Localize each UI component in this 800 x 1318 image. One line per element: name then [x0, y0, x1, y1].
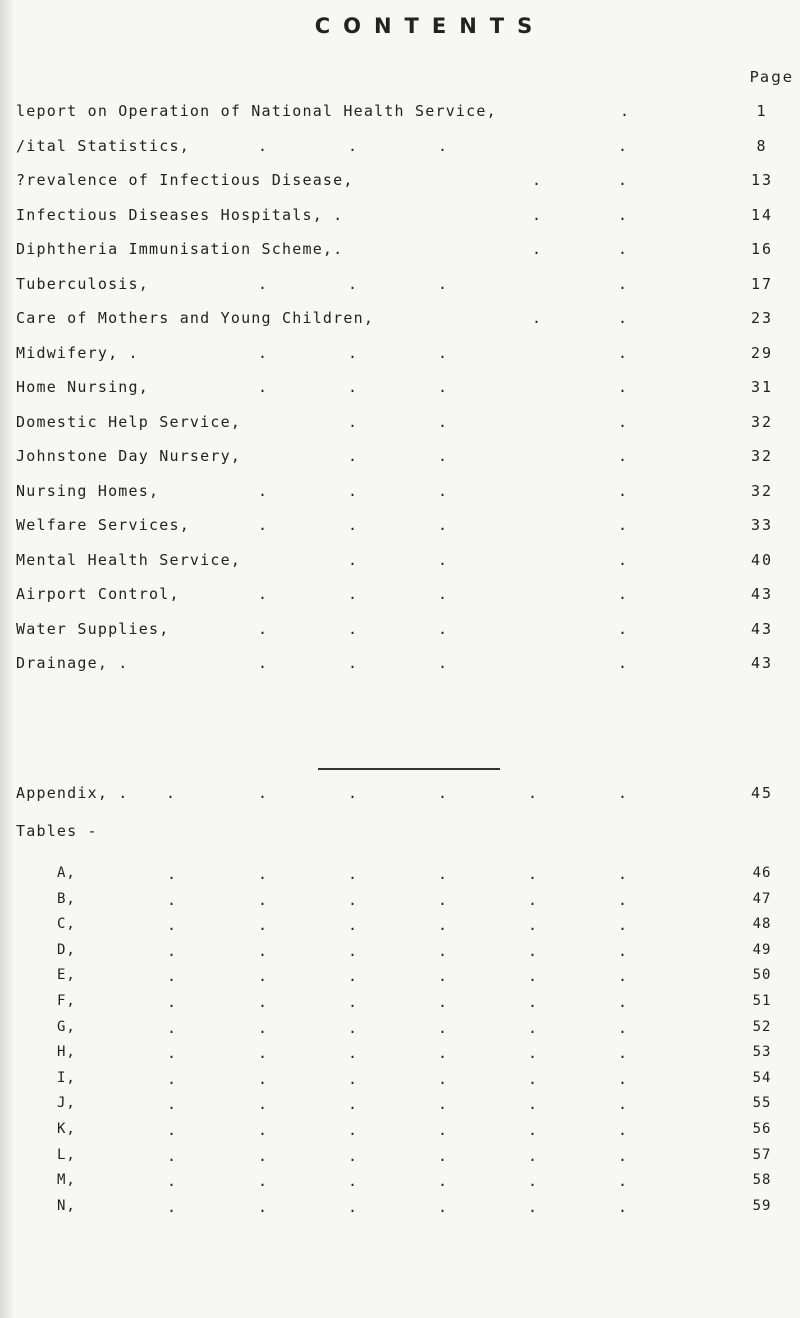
leader-dot: .	[348, 274, 358, 293]
contents-entry	[0, 171, 800, 193]
entry-page-number: 8	[756, 136, 768, 155]
leader-dot: .	[618, 412, 628, 431]
leader-dot: .	[528, 916, 538, 935]
table-page-number: 48	[752, 916, 772, 933]
leader-dot: .	[438, 516, 448, 534]
leader-dot: .	[438, 1095, 448, 1114]
entry-page-number: 31	[750, 378, 774, 396]
table-page-number: 49	[752, 941, 772, 958]
leader-dot: .	[438, 941, 448, 960]
entry-title: Midwifery, .	[16, 343, 139, 362]
leader-dot: .	[167, 1069, 177, 1088]
entry-title: Infectious Diseases Hospitals, .	[16, 205, 344, 224]
leader-dot: .	[618, 941, 628, 960]
page-title: CONTENTS	[314, 14, 546, 38]
contents-entry	[0, 447, 800, 469]
table-entry	[0, 891, 800, 913]
leader-dot: .	[528, 1121, 538, 1139]
leader-dot: .	[348, 1095, 358, 1114]
entry-title: Home Nursing,	[16, 378, 149, 396]
entry-page-number: 16	[750, 240, 774, 258]
leader-dot: .	[258, 343, 268, 362]
leader-dot: .	[618, 550, 628, 569]
leader-dot: .	[348, 550, 358, 569]
leader-dot: .	[258, 890, 268, 909]
table-letter: B,	[57, 890, 76, 907]
contents-entry	[0, 516, 800, 538]
leader-dot: .	[348, 1172, 358, 1191]
leader-dot: .	[167, 967, 177, 986]
leader-dot: .	[258, 1044, 268, 1063]
leader-dot: .	[528, 1044, 538, 1063]
leader-dot: .	[348, 1146, 358, 1165]
leader-dot: .	[618, 343, 628, 362]
table-page-number: 51	[752, 993, 772, 1009]
table-page-number: 58	[752, 1172, 772, 1189]
section-divider	[318, 768, 500, 770]
leader-dot: .	[438, 412, 448, 431]
entry-title: Mental Health Service,	[16, 550, 242, 569]
leader-dot: .	[618, 993, 628, 1011]
leader-dot: .	[348, 412, 358, 431]
leader-dot: .	[167, 916, 177, 935]
appendix-title: Appendix, .	[16, 784, 129, 802]
leader-dot: .	[348, 1069, 358, 1088]
table-letter: C,	[57, 916, 76, 933]
leader-dot: .	[258, 654, 268, 672]
leader-dot: .	[348, 1197, 358, 1216]
leader-dot: .	[348, 967, 358, 986]
leader-dot: .	[528, 865, 538, 883]
leader-dot: .	[258, 516, 268, 534]
leader-dot: .	[528, 784, 538, 802]
contents-entry	[0, 344, 800, 366]
entry-title: Water Supplies,	[16, 619, 170, 638]
leader-dot: .	[348, 136, 358, 155]
leader-dot: .	[532, 205, 542, 224]
leader-dot: .	[438, 916, 448, 935]
leader-dot: .	[258, 967, 268, 986]
leader-dot: .	[258, 136, 268, 155]
leader-dot: .	[438, 865, 448, 883]
leader-dot: .	[258, 378, 268, 396]
table-entry	[0, 916, 800, 938]
leader-dot: .	[618, 378, 628, 396]
leader-dot: .	[618, 240, 628, 258]
table-entry	[0, 1147, 800, 1169]
table-letter: L,	[57, 1146, 76, 1163]
leader-dot: .	[438, 343, 448, 362]
leader-dot: .	[348, 1018, 358, 1037]
entry-title: Johnstone Day Nursery,	[16, 447, 242, 465]
leader-dot: .	[258, 1146, 268, 1165]
leader-dot: .	[618, 865, 628, 883]
leader-dot: .	[167, 1018, 177, 1037]
table-letter: A,	[57, 865, 76, 881]
appendix-page-number: 45	[750, 784, 774, 802]
table-page-number: 47	[752, 890, 772, 907]
table-entry	[0, 1044, 800, 1066]
leader-dot: .	[258, 619, 268, 638]
leader-dot: .	[618, 619, 628, 638]
entry-title: leport on Operation of National Health Service,	[16, 102, 497, 120]
entry-page-number: 17	[750, 274, 774, 293]
table-page-number: 56	[752, 1121, 772, 1137]
leader-dot: .	[348, 378, 358, 396]
entry-page-number: 13	[750, 171, 774, 189]
table-letter: I,	[57, 1069, 76, 1086]
table-entry	[0, 942, 800, 964]
leader-dot: .	[528, 941, 538, 960]
leader-dot: .	[528, 993, 538, 1011]
table-entry	[0, 1095, 800, 1117]
table-page-number: 55	[752, 1095, 772, 1112]
leader-dot: .	[528, 1146, 538, 1165]
table-letter: D,	[57, 941, 76, 958]
leader-dot: .	[438, 585, 448, 603]
entry-page-number: 32	[750, 481, 774, 500]
leader-dot: .	[438, 1018, 448, 1037]
leader-dot: .	[618, 309, 628, 327]
leader-dot: .	[618, 654, 628, 672]
entry-title: Airport Control,	[16, 585, 180, 603]
table-letter: K,	[57, 1121, 76, 1137]
table-page-number: 57	[752, 1146, 772, 1163]
leader-dot: .	[348, 865, 358, 883]
contents-entry	[0, 206, 800, 228]
table-page-number: 54	[752, 1069, 772, 1086]
leader-dot: .	[618, 1146, 628, 1165]
entry-page-number: 29	[750, 343, 774, 362]
leader-dot: .	[166, 784, 176, 802]
leader-dot: .	[258, 784, 268, 802]
leader-dot: .	[348, 516, 358, 534]
leader-dot: .	[167, 1095, 177, 1114]
entry-page-number: 40	[750, 550, 774, 569]
contents-entry	[0, 275, 800, 297]
entry-page-number: 33	[750, 516, 774, 534]
leader-dot: .	[618, 171, 628, 189]
leader-dot: .	[438, 890, 448, 909]
entry-page-number: 14	[750, 205, 774, 224]
entry-title: Domestic Help Service,	[16, 412, 242, 431]
leader-dot: .	[348, 784, 358, 802]
leader-dot: .	[258, 865, 268, 883]
table-entry	[0, 993, 800, 1015]
leader-dot: .	[618, 1018, 628, 1037]
leader-dot: .	[167, 1197, 177, 1216]
leader-dot: .	[528, 1172, 538, 1191]
contents-entry	[0, 551, 800, 573]
leader-dot: .	[258, 1121, 268, 1139]
table-entry	[0, 967, 800, 989]
table-page-number: 53	[752, 1044, 772, 1061]
table-page-number: 50	[752, 967, 772, 984]
table-entry	[0, 1019, 800, 1041]
contents-entry	[0, 378, 800, 400]
leader-dot: .	[167, 1146, 177, 1165]
entry-title: Diphtheria Immunisation Scheme,.	[16, 240, 344, 258]
table-letter: E,	[57, 967, 76, 984]
contents-entry	[0, 240, 800, 262]
contents-entry	[0, 102, 800, 124]
entry-page-number: 43	[750, 619, 774, 638]
leader-dot: .	[528, 890, 538, 909]
table-letter: N,	[57, 1197, 76, 1214]
table-entry	[0, 1172, 800, 1194]
leader-dot: .	[438, 619, 448, 638]
leader-dot: .	[348, 1121, 358, 1139]
leader-dot: .	[438, 1069, 448, 1088]
leader-dot: .	[167, 1044, 177, 1063]
leader-dot: .	[618, 1095, 628, 1114]
leader-dot: .	[618, 784, 628, 802]
entry-page-number: 32	[750, 447, 774, 465]
table-page-number: 46	[752, 865, 772, 881]
table-letter: F,	[57, 993, 76, 1009]
leader-dot: .	[348, 619, 358, 638]
leader-dot: .	[532, 171, 542, 189]
entry-title: Drainage, .	[16, 654, 129, 672]
entry-title: /ital Statistics,	[16, 136, 190, 155]
leader-dot: .	[348, 654, 358, 672]
leader-dot: .	[620, 102, 630, 120]
table-entry	[0, 1121, 800, 1143]
leader-dot: .	[618, 274, 628, 293]
leader-dot: .	[438, 1044, 448, 1063]
leader-dot: .	[258, 1197, 268, 1216]
table-letter: M,	[57, 1172, 76, 1189]
leader-dot: .	[528, 1069, 538, 1088]
table-entry	[0, 1198, 800, 1220]
tables-heading: Tables -	[16, 822, 98, 840]
contents-entry	[0, 137, 800, 159]
leader-dot: .	[618, 1197, 628, 1216]
leader-dot: .	[258, 993, 268, 1011]
contents-entry	[0, 784, 800, 806]
leader-dot: .	[618, 205, 628, 224]
leader-dot: .	[348, 941, 358, 960]
entry-title: Welfare Services,	[16, 516, 190, 534]
leader-dot: .	[348, 916, 358, 935]
entry-title: Nursing Homes,	[16, 481, 160, 500]
leader-dot: .	[438, 1121, 448, 1139]
leader-dot: .	[167, 890, 177, 909]
contents-entry	[0, 585, 800, 607]
leader-dot: .	[438, 993, 448, 1011]
leader-dot: .	[618, 1121, 628, 1139]
leader-dot: .	[348, 993, 358, 1011]
leader-dot: .	[348, 343, 358, 362]
leader-dot: .	[258, 1018, 268, 1037]
leader-dot: .	[618, 1172, 628, 1191]
leader-dot: .	[438, 1197, 448, 1216]
table-letter: H,	[57, 1044, 76, 1061]
leader-dot: .	[167, 1172, 177, 1191]
page-column-header: Page	[749, 68, 794, 86]
leader-dot: .	[258, 1095, 268, 1114]
leader-dot: .	[438, 967, 448, 986]
entry-page-number: 43	[750, 654, 774, 672]
leader-dot: .	[348, 890, 358, 909]
leader-dot: .	[258, 274, 268, 293]
table-letter: J,	[57, 1095, 76, 1112]
leader-dot: .	[438, 1172, 448, 1191]
table-entry	[0, 1070, 800, 1092]
leader-dot: .	[167, 1121, 177, 1139]
leader-dot: .	[528, 967, 538, 986]
entry-page-number: 43	[750, 585, 774, 603]
leader-dot: .	[348, 481, 358, 500]
entry-page-number: 32	[750, 412, 774, 431]
leader-dot: .	[528, 1095, 538, 1114]
leader-dot: .	[258, 1172, 268, 1191]
leader-dot: .	[618, 1069, 628, 1088]
leader-dot: .	[438, 784, 448, 802]
entry-title: Care of Mothers and Young Children,	[16, 309, 375, 327]
leader-dot: .	[167, 865, 177, 883]
leader-dot: .	[258, 1069, 268, 1088]
entry-page-number: 1	[756, 102, 768, 120]
contents-entry	[0, 482, 800, 504]
leader-dot: .	[618, 890, 628, 909]
leader-dot: .	[528, 1197, 538, 1216]
contents-entry	[0, 309, 800, 331]
leader-dot: .	[167, 941, 177, 960]
leader-dot: .	[438, 447, 448, 465]
contents-entry	[0, 654, 800, 676]
leader-dot: .	[438, 136, 448, 155]
leader-dot: .	[438, 550, 448, 569]
leader-dot: .	[438, 1146, 448, 1165]
leader-dot: .	[438, 654, 448, 672]
leader-dot: .	[348, 585, 358, 603]
contents-entry	[0, 413, 800, 435]
leader-dot: .	[348, 1044, 358, 1063]
leader-dot: .	[258, 585, 268, 603]
leader-dot: .	[618, 1044, 628, 1063]
entry-title: ?revalence of Infectious Disease,	[16, 171, 354, 189]
table-page-number: 52	[752, 1018, 772, 1035]
leader-dot: .	[618, 516, 628, 534]
entry-title: Tuberculosis,	[16, 274, 149, 293]
leader-dot: .	[532, 309, 542, 327]
table-entry	[0, 865, 800, 887]
entry-page-number: 23	[750, 309, 774, 327]
leader-dot: .	[258, 941, 268, 960]
leader-dot: .	[618, 481, 628, 500]
leader-dot: .	[438, 481, 448, 500]
leader-dot: .	[532, 240, 542, 258]
leader-dot: .	[618, 916, 628, 935]
leader-dot: .	[618, 967, 628, 986]
table-letter: G,	[57, 1018, 76, 1035]
leader-dot: .	[258, 916, 268, 935]
contents-entry	[0, 620, 800, 642]
leader-dot: .	[167, 993, 177, 1011]
leader-dot: .	[438, 378, 448, 396]
leader-dot: .	[618, 136, 628, 155]
leader-dot: .	[528, 1018, 538, 1037]
table-page-number: 59	[752, 1197, 772, 1214]
leader-dot: .	[438, 274, 448, 293]
leader-dot: .	[348, 447, 358, 465]
leader-dot: .	[618, 585, 628, 603]
leader-dot: .	[618, 447, 628, 465]
leader-dot: .	[258, 481, 268, 500]
